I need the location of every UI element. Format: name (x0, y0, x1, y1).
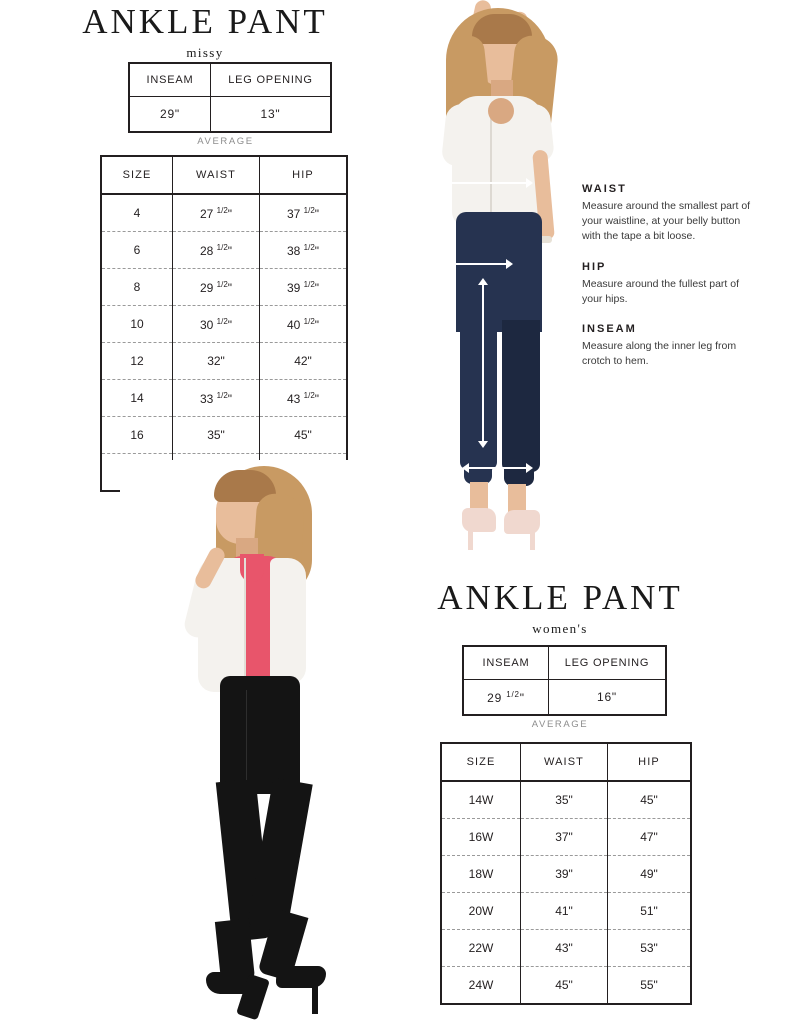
table-header-row (129, 63, 331, 97)
avg-header-inseam: INSEAM (129, 63, 211, 97)
cell-waist: 29 $^{1/2}$" (173, 269, 260, 306)
avg-value-inseam: 29 $^{1/2}$" (463, 680, 549, 716)
waist-arrow-head-right (526, 178, 533, 188)
hip-arrow-head-right (506, 259, 513, 269)
note-waist-heading: WAIST (582, 183, 627, 195)
table-row (101, 417, 347, 454)
missy-average-table (128, 62, 332, 133)
missy-size-table (100, 155, 348, 492)
avg-header-leg-opening: LEG OPENING (211, 63, 332, 97)
cell-waist: 39" (521, 856, 608, 893)
cell-waist: 41" (521, 893, 608, 930)
table-row (101, 380, 347, 417)
cell-size: 20W (441, 893, 521, 930)
cell-size: 14W (441, 781, 521, 819)
womens-size-table (440, 742, 692, 1005)
cell-waist: 35" (521, 781, 608, 819)
cell-waist: 37" (521, 819, 608, 856)
leg-opening-arrow-head-right (526, 463, 533, 473)
table-row (101, 194, 347, 232)
note-waist-text: Measure around the smallest part of your waistline, at your belly button with the tape a bit loose. (582, 200, 751, 243)
waist-arrow-head-left (412, 178, 419, 188)
inseam-arrow-head-down (478, 441, 488, 448)
table-row (441, 930, 691, 967)
missy-average-caption: AVERAGE (197, 136, 254, 147)
table-row (129, 97, 331, 133)
table-header-row (463, 646, 666, 680)
cell-waist: 30 $^{1/2}$" (173, 306, 260, 343)
table-row (101, 343, 347, 380)
cell-hip: 49" (608, 856, 692, 893)
womens-average-table (462, 645, 667, 716)
note-inseam-text: Measure along the inner leg from crotch to hem. (582, 340, 737, 368)
womens-size-body (441, 781, 691, 1004)
note-hip-text: Measure around the fullest part of your hips. (582, 277, 740, 305)
table-header-row (101, 156, 347, 194)
cell-waist: 28 $^{1/2}$" (173, 232, 260, 269)
womens-model-photo (120, 460, 380, 1024)
size-header-waist: WAIST (521, 743, 608, 781)
cell-size: 14 (101, 380, 173, 417)
cell-waist: 43" (521, 930, 608, 967)
leg-opening-arrow-head-left (462, 463, 469, 473)
table-row (441, 893, 691, 930)
table-row (441, 781, 691, 819)
missy-size-body (101, 194, 347, 491)
size-header-size: SIZE (101, 156, 173, 194)
size-header-hip: HIP (260, 156, 348, 194)
missy-model-photo (360, 0, 590, 560)
cell-hip: 43 $^{1/2}$" (260, 380, 348, 417)
cell-size: 10 (101, 306, 173, 343)
table-row (441, 819, 691, 856)
note-waist (582, 183, 752, 245)
cell-hip: 38 $^{1/2}$" (260, 232, 348, 269)
cell-size: 18W (441, 856, 521, 893)
size-header-waist: WAIST (173, 156, 260, 194)
cell-waist: 27 $^{1/2}$" (173, 194, 260, 232)
inseam-arrow-head-up (478, 278, 488, 285)
cell-size: 22W (441, 930, 521, 967)
womens-size-wrap (440, 742, 680, 1005)
leg-opening-measure-arrow (468, 467, 528, 469)
table-row (441, 967, 691, 1005)
womens-subtitle: women's (532, 620, 588, 636)
waist-measure-arrow (418, 182, 528, 184)
cell-waist: 32" (173, 343, 260, 380)
table-row (101, 232, 347, 269)
avg-header-inseam: INSEAM (463, 646, 549, 680)
cell-size: 4 (101, 194, 173, 232)
cell-hip: 45" (608, 781, 692, 819)
womens-title-block (410, 580, 710, 637)
cell-hip: 40 $^{1/2}$" (260, 306, 348, 343)
table-row (101, 269, 347, 306)
size-header-hip: HIP (608, 743, 692, 781)
cell-size: 6 (101, 232, 173, 269)
cell-size: 8 (101, 269, 173, 306)
table-header-row (441, 743, 691, 781)
womens-average-caption: AVERAGE (531, 719, 589, 730)
womens-average-wrap (462, 645, 658, 730)
missy-size-wrap (100, 155, 336, 492)
table-row (463, 680, 666, 716)
missy-subtitle: missy (186, 44, 224, 60)
avg-value-leg-opening: 13" (211, 97, 332, 133)
note-inseam (582, 323, 752, 369)
note-hip-heading: HIP (582, 260, 607, 273)
hip-arrow-head-left (405, 259, 412, 269)
table-row (101, 306, 347, 343)
cell-size: 24W (441, 967, 521, 1005)
missy-title-block (60, 4, 350, 61)
cell-hip: 47" (608, 819, 692, 856)
cell-hip: 42" (260, 343, 348, 380)
avg-value-inseam: 29" (129, 97, 211, 133)
missy-average-wrap (128, 62, 323, 147)
cell-waist: 33 $^{1/2}$" (173, 380, 260, 417)
cell-waist: 35" (173, 417, 260, 454)
avg-header-leg-opening: LEG OPENING (549, 646, 667, 680)
cell-hip: 45" (260, 417, 348, 454)
cell-size: 16W (441, 819, 521, 856)
cell-size: 12 (101, 343, 173, 380)
cell-hip: 39 $^{1/2}$" (260, 269, 348, 306)
hip-measure-arrow (412, 263, 508, 265)
size-header-size: SIZE (441, 743, 521, 781)
womens-title: ANKLE PANT (437, 578, 683, 617)
note-inseam-heading: INSEAM (582, 323, 637, 336)
cell-hip: 53" (608, 930, 692, 967)
cell-hip: 51" (608, 893, 692, 930)
note-hip (582, 261, 752, 307)
missy-title: ANKLE PANT (82, 2, 328, 41)
cell-hip: 55" (640, 978, 658, 992)
measurement-notes (582, 183, 752, 386)
cell-size: 16 (101, 417, 173, 454)
cell-waist: 45" (521, 967, 608, 1005)
inseam-measure-arrow (482, 285, 484, 443)
avg-value-leg-opening: 16" (549, 680, 667, 716)
table-row (441, 856, 691, 893)
cell-hip: 37 $^{1/2}$" (260, 194, 348, 232)
